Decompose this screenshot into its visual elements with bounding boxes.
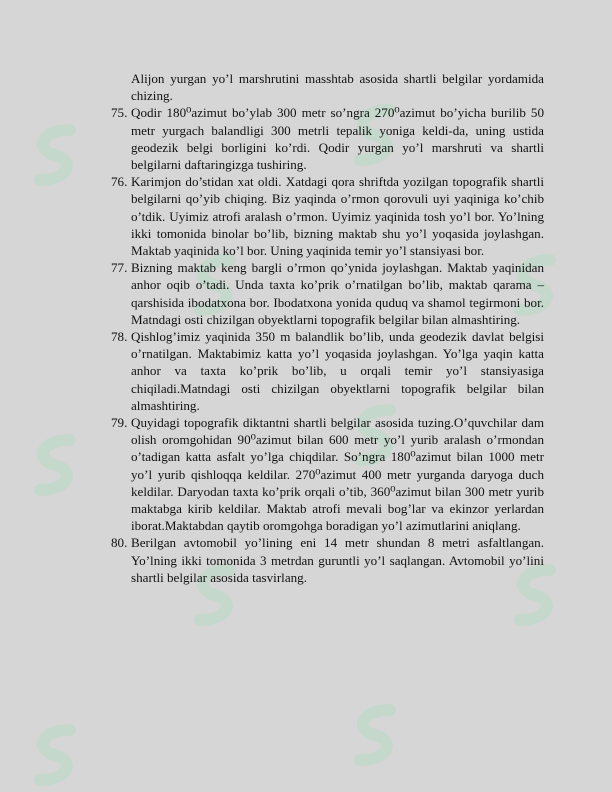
list-item <box>111 414 544 534</box>
item-text: Quyidagi topografik diktantni shartli belgilar asosida tuzing.O’quvchilar dam olish oromgohidan 90⁰azimut bilan 600 metr yo’l yurib aralash o’rmondan o’tadigan katta asfalt yo’lga chiqdilar. So’ngra 180⁰azimut bilan 1000 metr yo’l yurib qishloqqa keldilar. 270⁰azimut 400 metr yurganda daryoga duch keldilar. Daryodan taxta ko’prik orqali o’tib, 360⁰azimut bilan 300 metr yurib maktabga kirib keldilar. Maktab atrofi mevali bog’lar va ekinzor yerlardan iborat.Maktabdan qaytib oromgohga boradigan yo’l azimutlarini aniqlang. <box>131 415 544 534</box>
watermark-logo-icon <box>20 430 90 500</box>
item-number: 76. <box>111 174 128 190</box>
watermark-logo-icon <box>340 700 410 770</box>
list-item <box>111 328 544 414</box>
item-text: Berilgan avtomobil yo’lining eni 14 metr shundan 8 metri asfaltlangan. Yo’lning ikki tomonida 3 metrdan guruntli yo’l saqlangan. Avtomobil yo’lini shartli belgilar asosida tasvirlang. <box>131 535 544 585</box>
watermark-logo-icon <box>20 720 90 790</box>
item-text: Karimjon do’stidan xat oldi. Xatdagi qora shriftda yozilgan topografik shartli belgilarni qo’yib chiqing. Biz yaqinda o’rmon qorovuli uyi yaqiniga ko’chib o’tdik. Uyimiz atrofi aralash o’rmon. Uyimiz yaqinida tosh yo’l bor. Yo’lning ikki tomonida binolar bo’lib, bizning maktab shu yo’l yoqasida joylashgan. Maktab yaqinida ko’l bor. Uning yaqinida temir yo’l stansiyasi bor. <box>131 174 544 259</box>
item-number: 77. <box>111 260 128 276</box>
item-text: Qodir 180⁰azimut bo’ylab 300 metr so’ngra 270⁰azimut bo’yicha burilib 50 metr yurgach balandligi 300 metrli tepalik yoniga keldi-da, uning ustida geodezik belgi borligini ko’rdi. Qodir yurgan yo’l marshruti va shartli belgilarni daftaringizga tushiring. <box>131 105 544 173</box>
document-body <box>111 70 544 586</box>
item-number: 75. <box>111 105 128 121</box>
list-item <box>111 104 544 173</box>
list-item <box>111 173 544 259</box>
item-number: 80. <box>111 535 128 551</box>
item-text: Bizning maktab keng bargli o’rmon qo’ynida joylashgan. Maktab yaqinidan anhor oqib o’tadi. Unda taxta ko’prik o’rnatilgan bo’lib, maktab qarama – qarshisida ibodatxona bor. Ibodatxona yonida quduq va shamol tegirmoni bor. Matndagi osti chizilgan obyektlarni topografik belgilar bilan almashtiring. <box>131 260 544 327</box>
list-item <box>111 534 544 586</box>
intro-paragraph: Alijon yurgan yo’l marshrutini masshtab asosida shartli belgilar yordamida chizing. <box>131 71 544 104</box>
item-number: 78. <box>111 329 128 345</box>
item-text: Qishlog’imiz yaqinida 350 m balandlik bo’lib, unda geodezik davlat belgisi o’rnatilgan. Maktabimiz katta yo’l yoqasida joylashgan. Yo’lga yaqin katta anhor va taxta ko’prik bo’lib, u orqali temir yo’l stansiyasiga chiqiladi.Matndagi osti chizilgan obyektlarni topografik belgilar bilan almashtiring. <box>131 329 544 413</box>
watermark-logo-icon <box>20 120 90 190</box>
list-item <box>111 259 544 328</box>
item-number: 79. <box>111 415 128 431</box>
